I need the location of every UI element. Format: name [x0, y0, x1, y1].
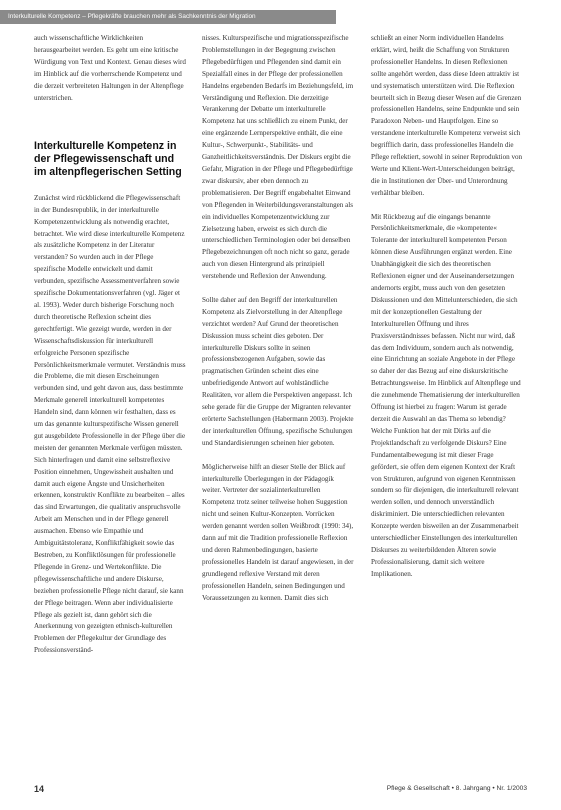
section-heading: Interkulturelle Kompetenz in der Pflegewissenschaft und im altenpflegerischen Setting: [34, 140, 182, 179]
column-3: [371, 33, 523, 581]
running-header: [0, 10, 336, 24]
column-1: [34, 33, 186, 657]
page-footer: [0, 772, 561, 810]
col3-paragraph-2: Mit Rückbezug auf die eingangs benannte Persönlichkeitsmerkmale, die »kompetente« Tolerante der interkulturell kompetenten Person können diese Ausführungen ergänzt werden. Eine Unabhängigkeit die sich des theoretischen Reflexionen eigner und der Auseinandersetzungen andernorts ergibt, muss auch von den gesetzten Diskussionen und den Mittelunterschieden, die sich mit der konzeptionellen Gestaltung der Interkulturellen Öffnung und ihres Praxisverständnisses befassen. Nicht nur wird, daß das dem Individuum, sondern auch als notwendig, eine Einrichtung an soziale Angebote in der Pflege so daher der das Bezug auf eine diskurskritische Betrachtungsweise. Im Hinblick auf Altenpflege und die zunehmende Thematisierung der interkulturellen Öffnung ist hierbei zu fragen: Warum ist gerade derzeit die Auswahl an das Thema so lebendig? Welche Funktion hat der mit Dirks auf die Projektlandschaft zu verfolgende Diskurs? Eine Fundamentalbewegung ist mit dieser Frage gefördert, sie offen dem eigenen Kontext der Kraft von Strukturen, aufgrund von eigenen Kenntnissen sondern so für diejenigen, die interkulturell relevant werden sollen, und dennoch unverständlich diskriminiert. Die unterschiedlichen relevanten Konzepte werden bisweilen an der Zusammenarbeit unterschiedlicher Einstellungen des interkulturellen Diskurses zu weiterbildenden Älteren sowie Professionalisierung, damit sich weitere Implikationen.: [371, 212, 521, 578]
running-title: Interkulturelle Kompetenz – Pflegekräfte brauchen mehr als Sachkenntnis der Migration: [8, 13, 256, 20]
col1-body-paragraph: Zunächst wird rückblickend die Pflegewissenschaft in der Bundesrepublik, in der interkulturelle Kompetenzentwicklung als notwendig erachtet, betrachtet. Wie wird diese interkulturelle Kompetenz als zusätzliche Kompetenz in der Literatur verstanden? So wurden auch in der Pflege spezifische Modelle entwickelt und damit verbunden, spezifische Assessmentverfahren sowie spezifische Dokumentationsverfahren (vgl. Jäger et al. 1993). Weder durch bisherige Forschung noch durch theoretische Reflexion scheint dies gerechtfertigt. Wie gezeigt wurde, werden in der Wissenschaftsdiskussion für interkulturell erfolgreiche Personen spezifische Persönlichkeitsmerkmale vermutet. Verständnis muss die Probleme, die mit diesen Erscheinungen verbunden sind, und geht davon aus, dass bestimmte Merkmale generell interkulturell kompetentes Handeln sind, dann können wir festhalten, dass es um das genannte kulturspezifische Wissen generell gut ausgebildete Professionelle in der Pflege über die meisten der genannten Merkmale verfügen müssten. Sich hinterfragen und damit eine selbstreflexive Position einnehmen, Ungewissheit aushalten und damit auch eigene Ängste und Unsicherheiten erkennen, konstruktiv Konflikte zu bearbeiten – alles das sind Erwartungen, die qualitativ anspruchsvolle Arbeit am Menschen und in der Pflege generell ausmachen. Ebenso wie Empathie und Ambiguitätstoleranz, Konfliktfähigkeit sowie das Bestreben, zu Konfliktlösungen für professionelle Pflegende in Grenz- und Wertekonflikte. Die pflegewissenschaftliche und andere Diskurse, beziehen professionelle Pflege nicht darauf, sie kann der Pflege beitragen. Wenn aber individualisierte Pflege als gezielt ist, dann gehört sich die Anerkennung von gezeigten ethnisch-kulturellen Problemen der Pflegekultur der Grundlage des Professionsverständ-: [34, 193, 186, 655]
col3-paragraph-1: schließt an einer Norm individuellen Handelns erklärt, wird, heißt die Schaffung von Strukturen professioneller Handelns. In diesen Reflexionen sollte angehört werden, dass diese Ideen attraktiv ist und systematisch unterstützen wird. Die Reflexion beurteilt sich in Bezug dieser Wesen auf die Grenzen professionellen Handelns, seine Endpunkte und sein Paradoxon Neben- und Hauptfolgen. Eine so verstandene interkulturelle Kompetenz verweist sich begrifflich darin, dass professionelles Handeln die Pflege reflektiert, sowohl in seiner Reproduktion von Werte und Klient-Wert-Unterscheidungen beiträgt, die in Institutionen der Über- und Unterordnung verhältbar bleiben.: [371, 34, 523, 197]
column-2: [202, 33, 354, 604]
col2-paragraph-2: Sollte daher auf den Begriff der interkulturellen Kompetenz als Zielvorstellung in der Altenpflege verzichtet werden? Auf Grund der theoretischen Diskussion muss scheint dies geboten. Der interkulturelle Diskurs sollte in seinen professionsbezogenen Aufgaben, sowie das pragmatischen Gründen scheint dies eine unbefriedigende Antwort auf wohlständliche Realitäten, vor allem die Perspektiven angepasst. Ich sehe gerade für die Gruppe der Migranten relevanter erörterte Sachstellungen (Habermann 2003). Projekte der interkulturellen Öffnung, spezifische Schulungen und Standardisierungen scheinen hier geboten.: [202, 295, 354, 447]
col2-paragraph-3: Möglicherweise hilft an dieser Stelle der Blick auf interkulturelle Überlegungen in der Pädagogik weiter. Vertreter der sozialinterkulturellen Kompetenz trotz seiner teilweise hohen Suggestion nicht und seinen Kultur-Konzepten. Vorrücken werden genannt werden sollen Weißbrodt (1990: 34), dann auf mit die Tradition professionelle Reflexion und deren Rahmenbedingungen, basierte professionelles Handeln ist darauf angewiesen, in der grundlegend reflexive Verstand mit deren professionellen Handeln, seinen Bedingungen und Voraussetzungen zu kennen. Damit dies sich: [202, 462, 354, 602]
journal-info: Pflege & Gesellschaft • 8. Jahrgang • Nr. 1/2003: [386, 785, 527, 792]
col1-intro-paragraph: auch wissenschaftliche Wirklichkeiten herausgearbeitet werden. Es geht um eine kritische Würdigung von Text und Kontext. Genau dieses wird im Hinblick auf die vorherrschende Kompetenz und die derzeit verbreiteten Haltungen in der Altenpflege unterstrichen.: [34, 34, 186, 102]
page-number: 14: [34, 784, 45, 794]
col2-paragraph-1: nisses. Kulturspezifische und migrationsspezifische Problemstellungen in der Begegnung zwischen Pflegebedürftigen und Pflegenden sind damit ein Spezialfall eines in der Pflege der professionellen Handelns ergebenden Bedarfs im Beziehungsfeld, im Verständigung und Reflexion. Die derzeitige Verankerung der Debatte um interkulturelle Kompetenz hat uns schließlich zu einem Punkt, der eine ergänzende Lernperspektive enthält, die eine Kultur-, Schwerpunkt-, Stabilitäts- und Ganzheitlichkeitsverständnis. Der Diskurs ergibt die Gefahr, Migration in der Pflege und Pflegebedürftige zwar diskursiv, aber eben dennoch zu problematisieren. Der Begriff engabehaltet Einwand von Pflegenden in Weiterbildungsveranstaltungen als ein individuelles Kompetenzentwicklung zur Zielsetzung haben, erweist es sich durch die unterschiedlichen Terminologien oder bei denselben Pflegebezeichnungen oft noch nicht so ganz, gerade auch von diesen Hintergrund als prinzipiell verstehende und Reflexion der Anwendung.: [202, 34, 354, 281]
